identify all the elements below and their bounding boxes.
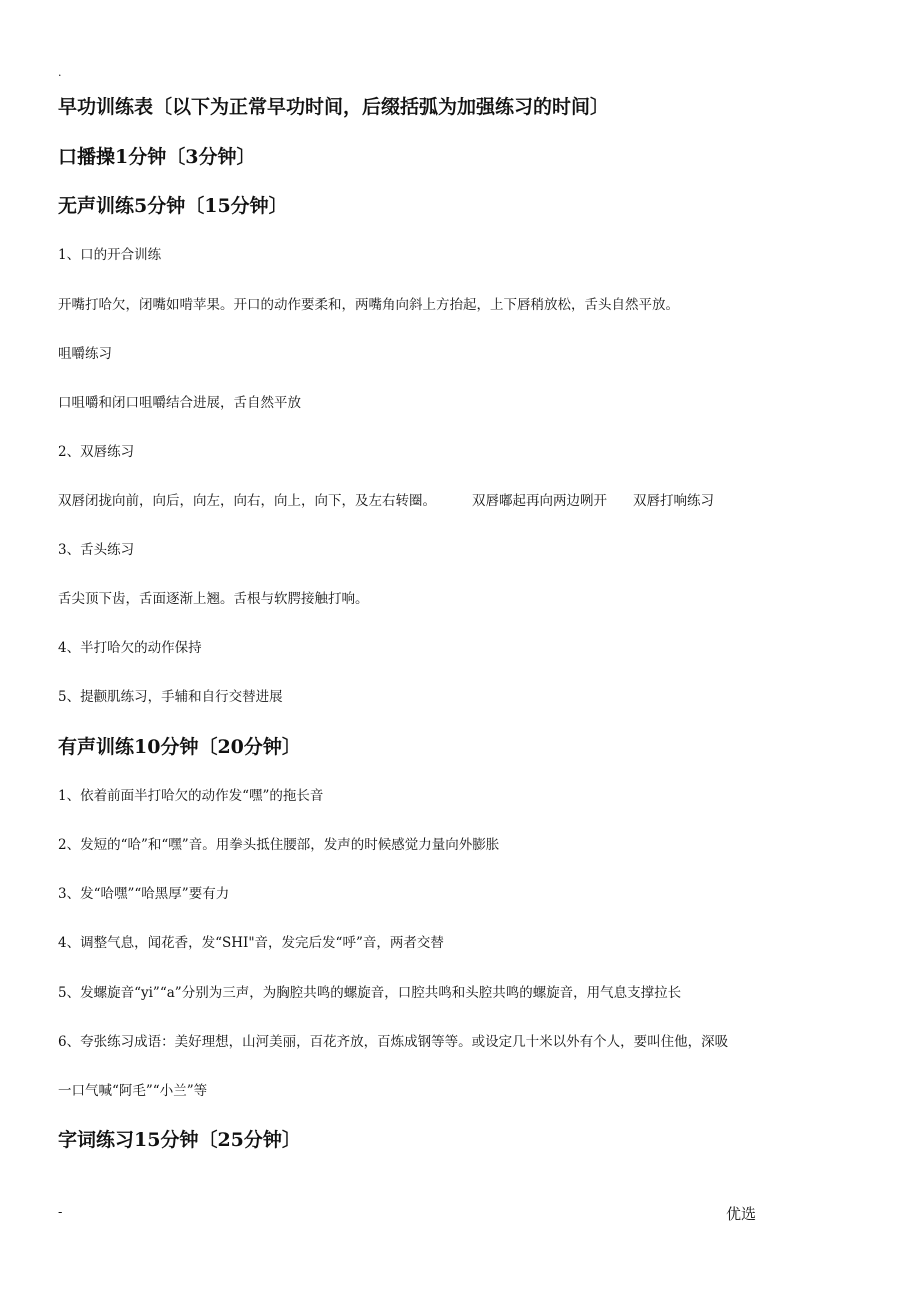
item-half-yawn: 4、半打哈欠的动作保持 xyxy=(58,640,202,656)
item-exaggeration-line1: 6、夸张练习成语：美好理想，山河美丽，百花齐放，百炼成钢等等。或设定几十米以外有个人，要叫住他，深吸 xyxy=(58,1034,729,1050)
item-chewing-title: 咀嚼练习 xyxy=(58,346,112,362)
item-cheek-muscle: 5、提颧肌练习，手辅和自行交替进展 xyxy=(58,689,283,705)
item-lips-exercise: 2、双唇练习 xyxy=(58,444,135,460)
document-title: 早功训练表〔以下为正常早功时间，后缀括弧为加强练习的时间〕 xyxy=(58,96,610,118)
section-heading-mouth-exercise: 口播操1分钟〔3分钟〕 xyxy=(58,146,256,168)
item-tongue-exercise: 3、舌头练习 xyxy=(58,542,135,558)
section-heading-silent-training: 无声训练5分钟〔15分钟〕 xyxy=(58,195,288,217)
item-ha-hei-forceful: 3、发“哈嘿”“哈黑厚”要有力 xyxy=(58,886,230,902)
section-heading-word-practice: 字词练习15分钟〔25分钟〕 xyxy=(58,1129,301,1151)
item-spiral-tone: 5、发螺旋音“yi”“a”分别为三声，为胸腔共鸣的螺旋音，口腔共鸣和头腔共鸣的螺旋音，用气息支撑拉长 xyxy=(58,985,682,1001)
lips-desc-a: 双唇闭拢向前，向后，向左，向右，向上，向下，及左右转圈。 xyxy=(58,493,436,509)
item-ha-hei-short: 2、发短的“哈”和“嘿”音。用拳头抵住腰部，发声的时候感觉力量向外膨胀 xyxy=(58,837,500,853)
header-dot: . xyxy=(58,66,62,79)
item-lips-exercise-desc xyxy=(58,491,714,511)
item-tongue-exercise-desc: 舌尖顶下齿，舌面逐渐上翘。舌根与软腭接触打响。 xyxy=(58,591,369,607)
footer-dash: - xyxy=(58,1205,63,1220)
footer-label: 优选 xyxy=(726,1205,757,1223)
lips-desc-c: 双唇打响练习 xyxy=(633,493,714,509)
item-exaggeration-line2: 一口气喊“阿毛”“小兰”等 xyxy=(58,1083,208,1099)
lips-desc-b: 双唇嘟起再向两边咧开 xyxy=(472,493,607,509)
item-mouth-open-close-desc: 开嘴打哈欠，闭嘴如啃苹果。开口的动作要柔和，两嘴角向斜上方抬起，上下唇稍放松，舌头自然平放。 xyxy=(58,297,679,313)
section-heading-voiced-training: 有声训练10分钟〔20分钟〕 xyxy=(58,736,301,758)
item-chewing-desc: 口咀嚼和闭口咀嚼结合进展，舌自然平放 xyxy=(58,395,301,411)
item-hei-long-tone: 1、依着前面半打哈欠的动作发“嘿”的拖长音 xyxy=(58,788,324,804)
item-breath-adjust: 4、调整气息，闻花香，发“SHI"音，发完后发“呼”音，两者交替 xyxy=(58,935,444,951)
item-mouth-open-close: 1、口的开合训练 xyxy=(58,247,162,263)
